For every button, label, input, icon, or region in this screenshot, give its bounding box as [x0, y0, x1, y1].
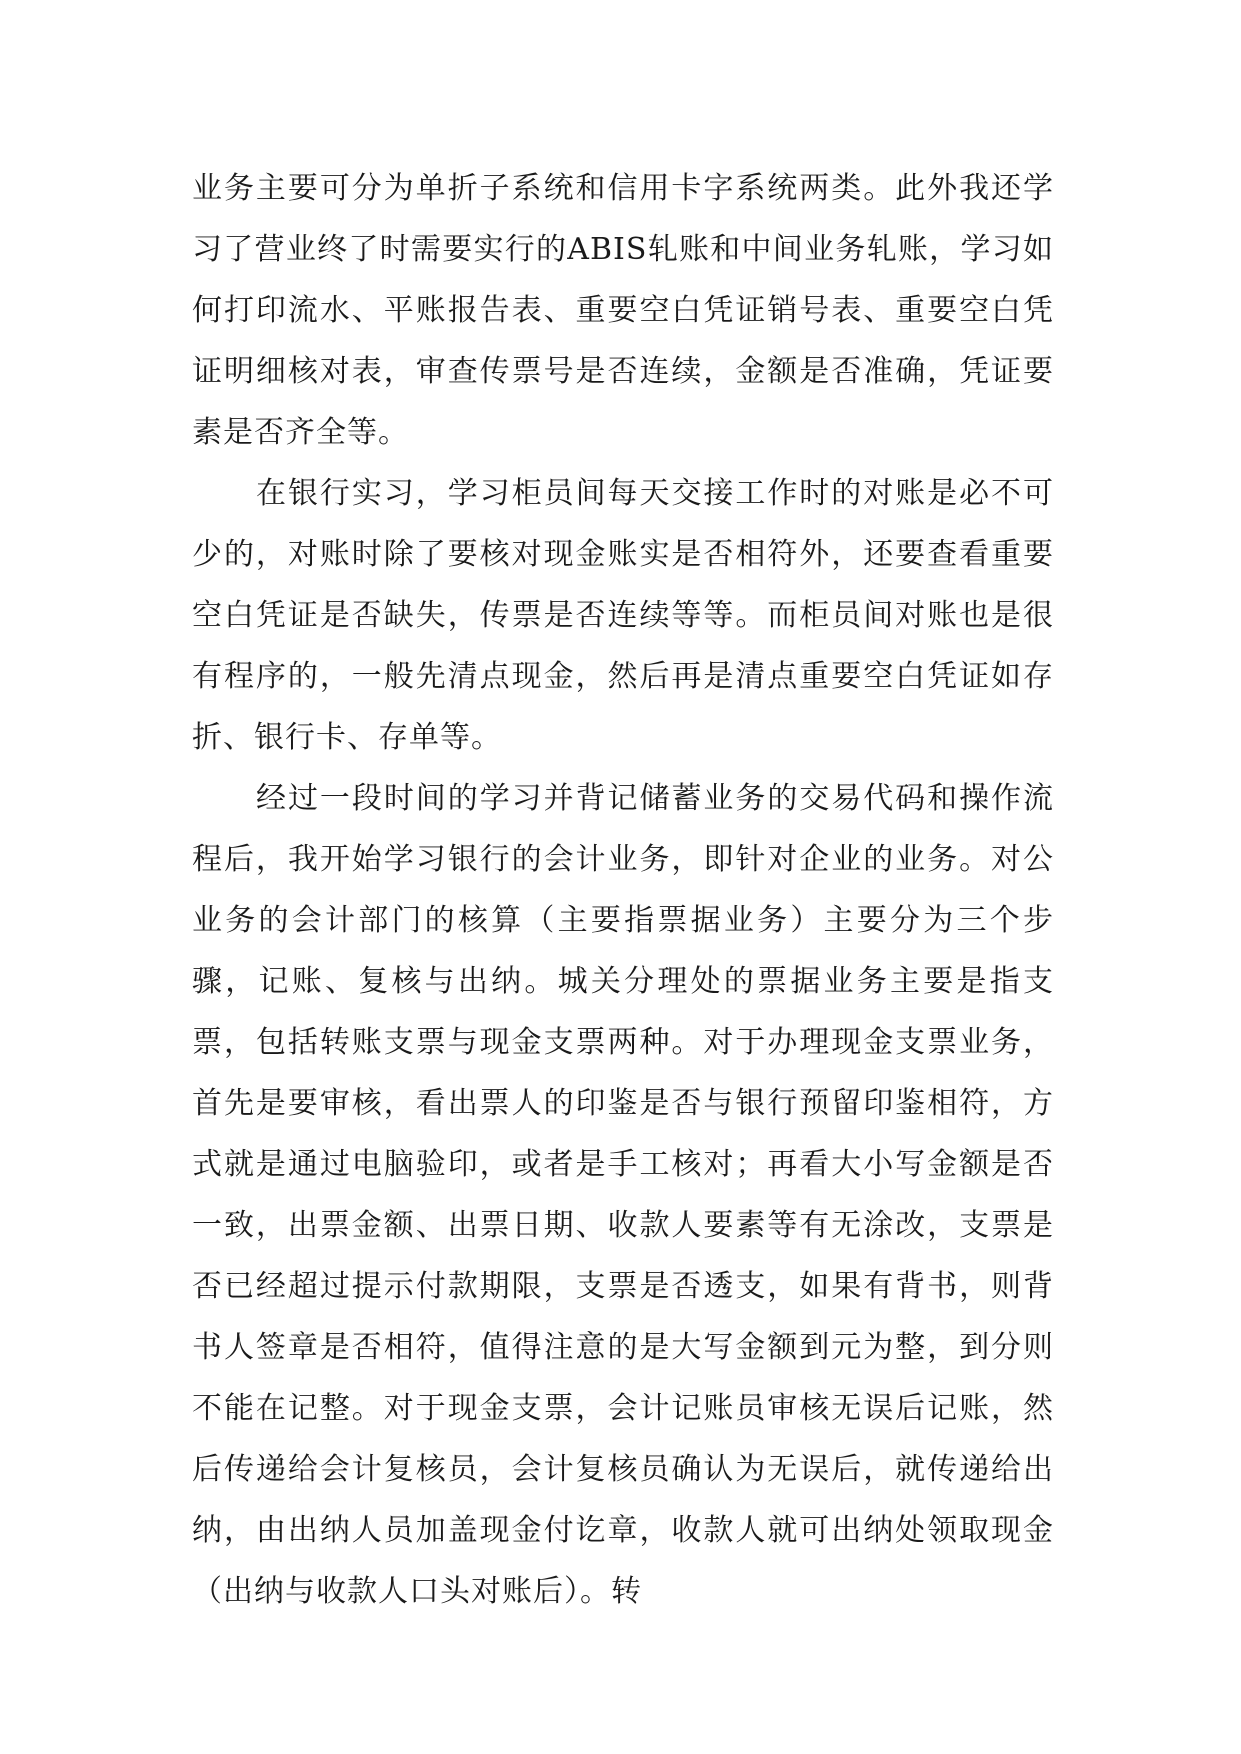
document-body [192, 158, 1054, 1622]
paragraph-3: 经过一段时间的学习并背记储蓄业务的交易代码和操作流程后，我开始学习银行的会计业务，即针对企业的业务。对公业务的会计部门的核算（主要指票据业务）主要分为三个步骤，记账、复核与出纳。城关分理处的票据业务主要是指支票，包括转账支票与现金支票两种。对于办理现金支票业务，首先是要审核，看出票人的印鉴是否与银行预留印鉴相符，方式就是通过电脑验印，或者是手工核对；再看大小写金额是否一致，出票金额、出票日期、收款人要素等有无涂改，支票是否已经超过提示付款期限，支票是否透支，如果有背书，则背书人签章是否相符，值得注意的是大写金额到元为整，到分则不能在记整。对于现金支票，会计记账员审核无误后记账，然后传递给会计复核员，会计复核员确认为无误后，就传递给出纳，由出纳人员加盖现金付讫章，收款人就可出纳处领取现金（出纳与收款人口头对账后）。转 [192, 781, 1054, 1609]
paragraph-2: 在银行实习，学习柜员间每天交接工作时的对账是必不可少的，对账时除了要核对现金账实是否相符外，还要查看重要空白凭证是否缺失，传票是否连续等等。而柜员间对账也是很有程序的，一般先清点现金，然后再是清点重要空白凭证如存折、银行卡、存单等。 [192, 476, 1054, 755]
paragraph-1: 业务主要可分为单折子系统和信用卡字系统两类。此外我还学习了营业终了时需要实行的ABIS轧账和中间业务轧账，学习如何打印流水、平账报告表、重要空白凭证销号表、重要空白凭证明细核对表，审查传票号是否连续，金额是否准确，凭证要素是否齐全等。 [192, 171, 1054, 450]
